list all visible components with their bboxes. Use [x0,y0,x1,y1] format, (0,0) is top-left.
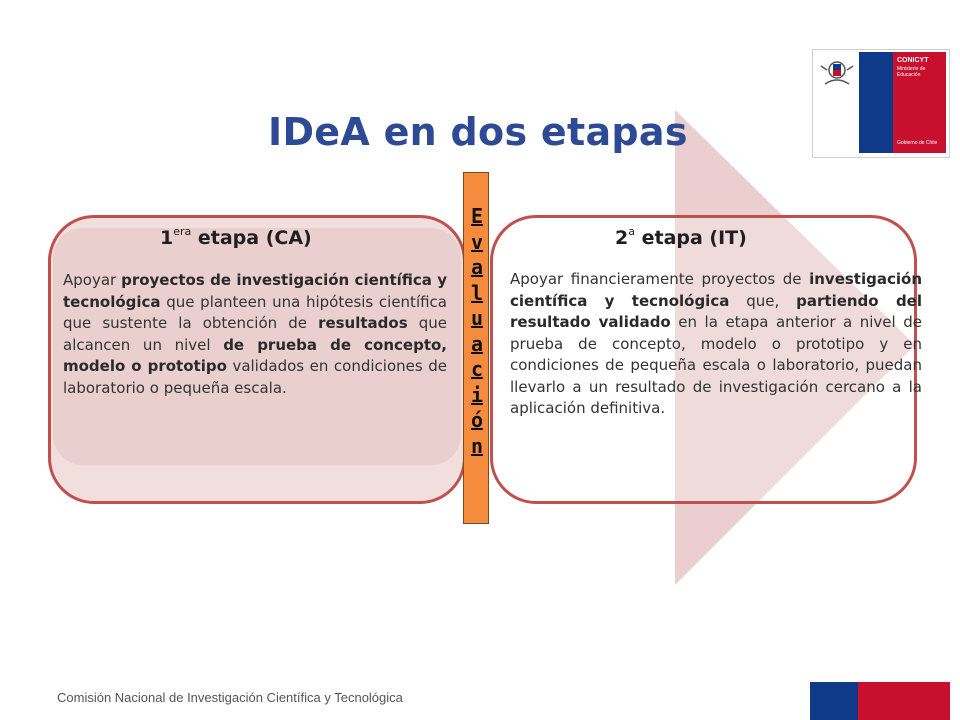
logo-ministry: Ministerio de Educación [897,66,926,78]
stage1-text-segment: que alcancen un nivel [63,314,447,354]
coat-of-arms-icon [817,56,857,92]
footer-text: Comisión Nacional de Investigación Científica y Tecnológica [57,690,403,705]
stage2-text-segment: que, [729,291,797,310]
stage1-heading-superscript: era [173,225,192,238]
evaluation-bar [463,172,489,524]
stage2-description [510,269,922,420]
logo-brand: CONICYT [897,57,929,64]
stage2-text-segment: Apoyar financieramente proyectos de [510,270,810,288]
stage1-text-segment: de prueba de concepto, modelo o prototipo [63,335,447,375]
slide-title: IDeA en dos etapas [268,110,688,154]
stage2-text-segment: investigación científica y tecnológica [510,270,922,310]
evaluation-letter: c [470,357,484,381]
evaluation-letter: n [470,433,484,458]
evaluation-letter: v [470,229,484,254]
logo-government: Gobierno de Chile [897,140,938,146]
stage1-heading: $1^{era}$ etapa (CA) [160,225,312,249]
stage1-text-segment: Apoyar [63,271,122,289]
stage1-text-segment: proyectos de investigación científica y tecnológica [63,271,447,311]
stage1-text-segment: que planteen una hipótesis científica que sustente la obtención de [63,292,447,332]
stage2-heading: 2$^a$ etapa (IT) [615,225,747,249]
stage2-text-segment: partiendo del resultado validado [510,291,922,331]
conicyt-logo [812,49,950,158]
evaluation-label [464,204,490,459]
evaluation-letter: a [470,331,484,356]
evaluation-letter: a [470,255,484,279]
evaluation-letter: E [470,204,484,228]
stage1-description [63,270,447,399]
stage1-text-segment: validados en condiciones de laboratorio o pequeña escala. [63,357,447,397]
evaluation-letter: ó [470,408,484,432]
evaluation-letter: l [470,280,484,305]
chile-flag-bar [810,682,950,720]
stage2-heading-superscript: a [628,225,635,238]
stage2-text-segment: en la etapa anterior a nivel de prueba de concepto, modelo o prototipo y en condiciones de pequeña escala o laboratorio, puedan llevarlo a un resultado de investigación cercano a la aplicación definitiva. [510,313,922,417]
evaluation-letter: i [470,382,484,407]
evaluation-letter: u [470,306,484,330]
stage1-text-segment: resultados [318,314,408,332]
